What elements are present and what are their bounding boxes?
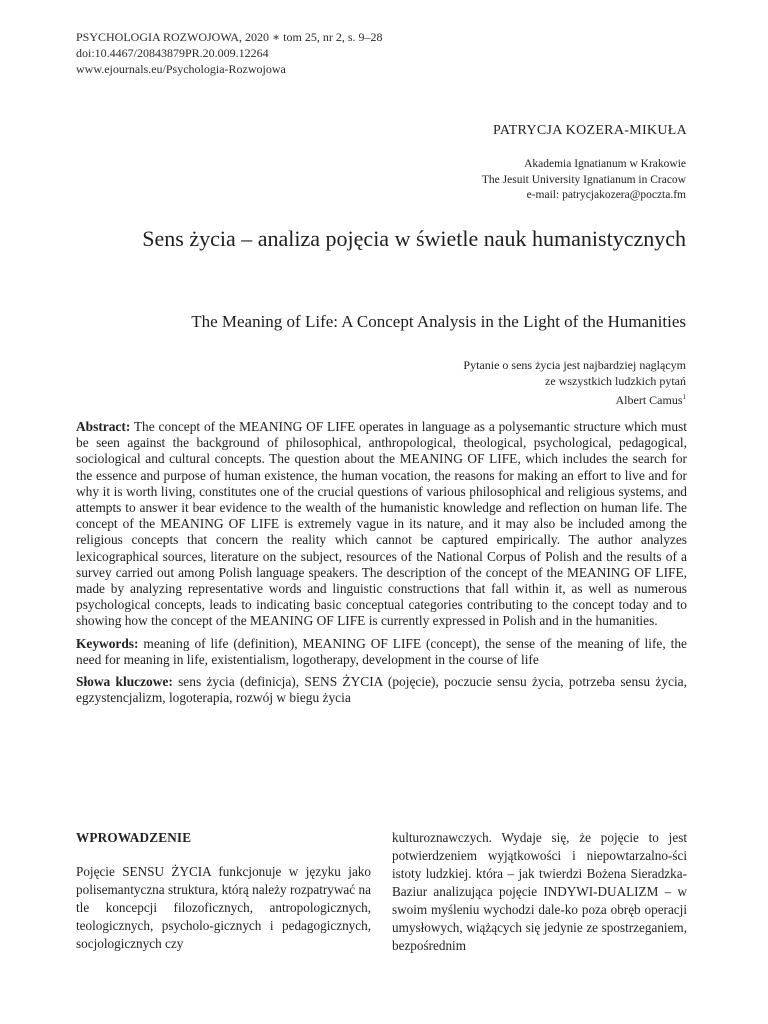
author-email: e-mail: patrycjakozera@poczta.fm <box>526 189 686 201</box>
body-column-left <box>76 829 371 953</box>
section-heading: WPROWADZENIE <box>76 830 192 845</box>
footnote-marker: 1 <box>682 393 686 401</box>
abstract-label: Abstract: <box>76 419 131 434</box>
abstract-text: The concept of the MEANING OF LIFE operates in language as a polysemantic structure which must be seen against the background of philosophical, anthropological, theological, psychological, pedagogical, sociological and cultural concepts. The question about the MEANING OF LIFE, which includes the search for the essence and purpose of human existence, the human vocation, the reasons for making an effort to live and for why it is worth living, constitutes one of the crucial questions of various philosophical and religious systems, and attempts to answer it bear evidence to the wealth of the humanistic knowledge and reflection on human life. The concept of the MEANING OF LIFE is extremely vague in its nature, and it may also be included among the religious concepts that concern the reality which cannot be captured empirically. The author analyzes lexicographical sources, literature on the subject, resources of the National Corpus of Polish and the results of a survey carried out among Polish language speakers. The description of the concept of the MEANING OF LIFE, made by analyzing representative words and linguistic constructions that fall within it, as well as numerous psychological concepts, leads to indicating basic conceptual categories contributing to the concept today and to showing how the concept of the MEANING OF LIFE is currently expressed in Polish and in the humanities. <box>76 419 688 629</box>
epigraph-line-1: Pytanie o sens życia jest najbardziej naglącym <box>463 358 686 372</box>
affiliation-en: The Jesuit University Ignatianum in Cracow <box>481 173 686 186</box>
epigraph <box>463 357 686 408</box>
body-paragraph-right: kulturoznawczych. Wydaje się, że pojęcie to jest potwierdzeniem wyjątkowości i niepowtarzalno-ści istoty ludzkiej. która – jak twierdzi Bożena Sieradzka-Baziur analizująca pojęcie INDYWI-DUALIZM – w swoim myśleniu wychodzi dale-ko poza obręb operacji umysłowych, wiążących się jedynie ze spostrzeganiem, bezpośrednim <box>392 830 687 953</box>
doi-line: doi:10.4467/20843879PR.20.009.12264 <box>76 46 269 60</box>
affiliation-pl: Akademia Ignatianum w Krakowie <box>524 158 686 170</box>
keywords-label: Keywords: <box>76 635 139 651</box>
body-column-right <box>392 829 687 955</box>
keywords-pl-paragraph <box>76 674 687 706</box>
keywords-text: meaning of life (definition), MEANING OF LIFE (concept), the sense of the meaning of life, the need for meaning in life, existentialism, logotherapy, development in the course of life <box>76 635 687 667</box>
journal-citation: PSYCHOLOGIA ROZWOJOWA, 2020 ∗ tom 25, nr 2, s. 9–28 <box>76 30 383 44</box>
author-affiliation <box>482 157 686 204</box>
keywords-pl-label: Słowa kluczowe: <box>76 674 173 690</box>
epigraph-line-2: ze wszystkich ludzkich pytań <box>545 374 686 388</box>
author-name: PATRYCJA KOZERA-MIKUŁA <box>493 123 687 138</box>
article-title-polish: Sens życia – analiza pojęcia w świetle nauk humanistycznych <box>142 226 686 251</box>
epigraph-author: Albert Camus <box>615 393 683 407</box>
journal-header <box>76 29 383 77</box>
keywords-paragraph <box>76 636 687 668</box>
keywords-pl-text: sens życia (definicja), SENS ŻYCIA (pojęcie), poczucie sensu życia, potrzeba sensu życia, egzystencjalizm, logoterapia, rozwój w biegu życia <box>76 674 687 706</box>
abstract-section <box>76 419 687 712</box>
abstract-paragraph <box>76 419 687 630</box>
body-paragraph-left: Pojęcie SENSU ŻYCIA funkcjonuje w języku jako polisemantyczna struktura, którą należy rozpatrywać na tle koncepcji filozoficznych, antropologicznych, teologicznych, psycholo-gicznych i pedagogicznych, socjologicznych czy <box>76 864 371 951</box>
epigraph-author-line <box>463 389 686 408</box>
article-title-english: The Meaning of Life: A Concept Analysis in the Light of the Humanities <box>191 312 686 331</box>
journal-url: www.ejournals.eu/Psychologia-Rozwojowa <box>76 62 286 76</box>
